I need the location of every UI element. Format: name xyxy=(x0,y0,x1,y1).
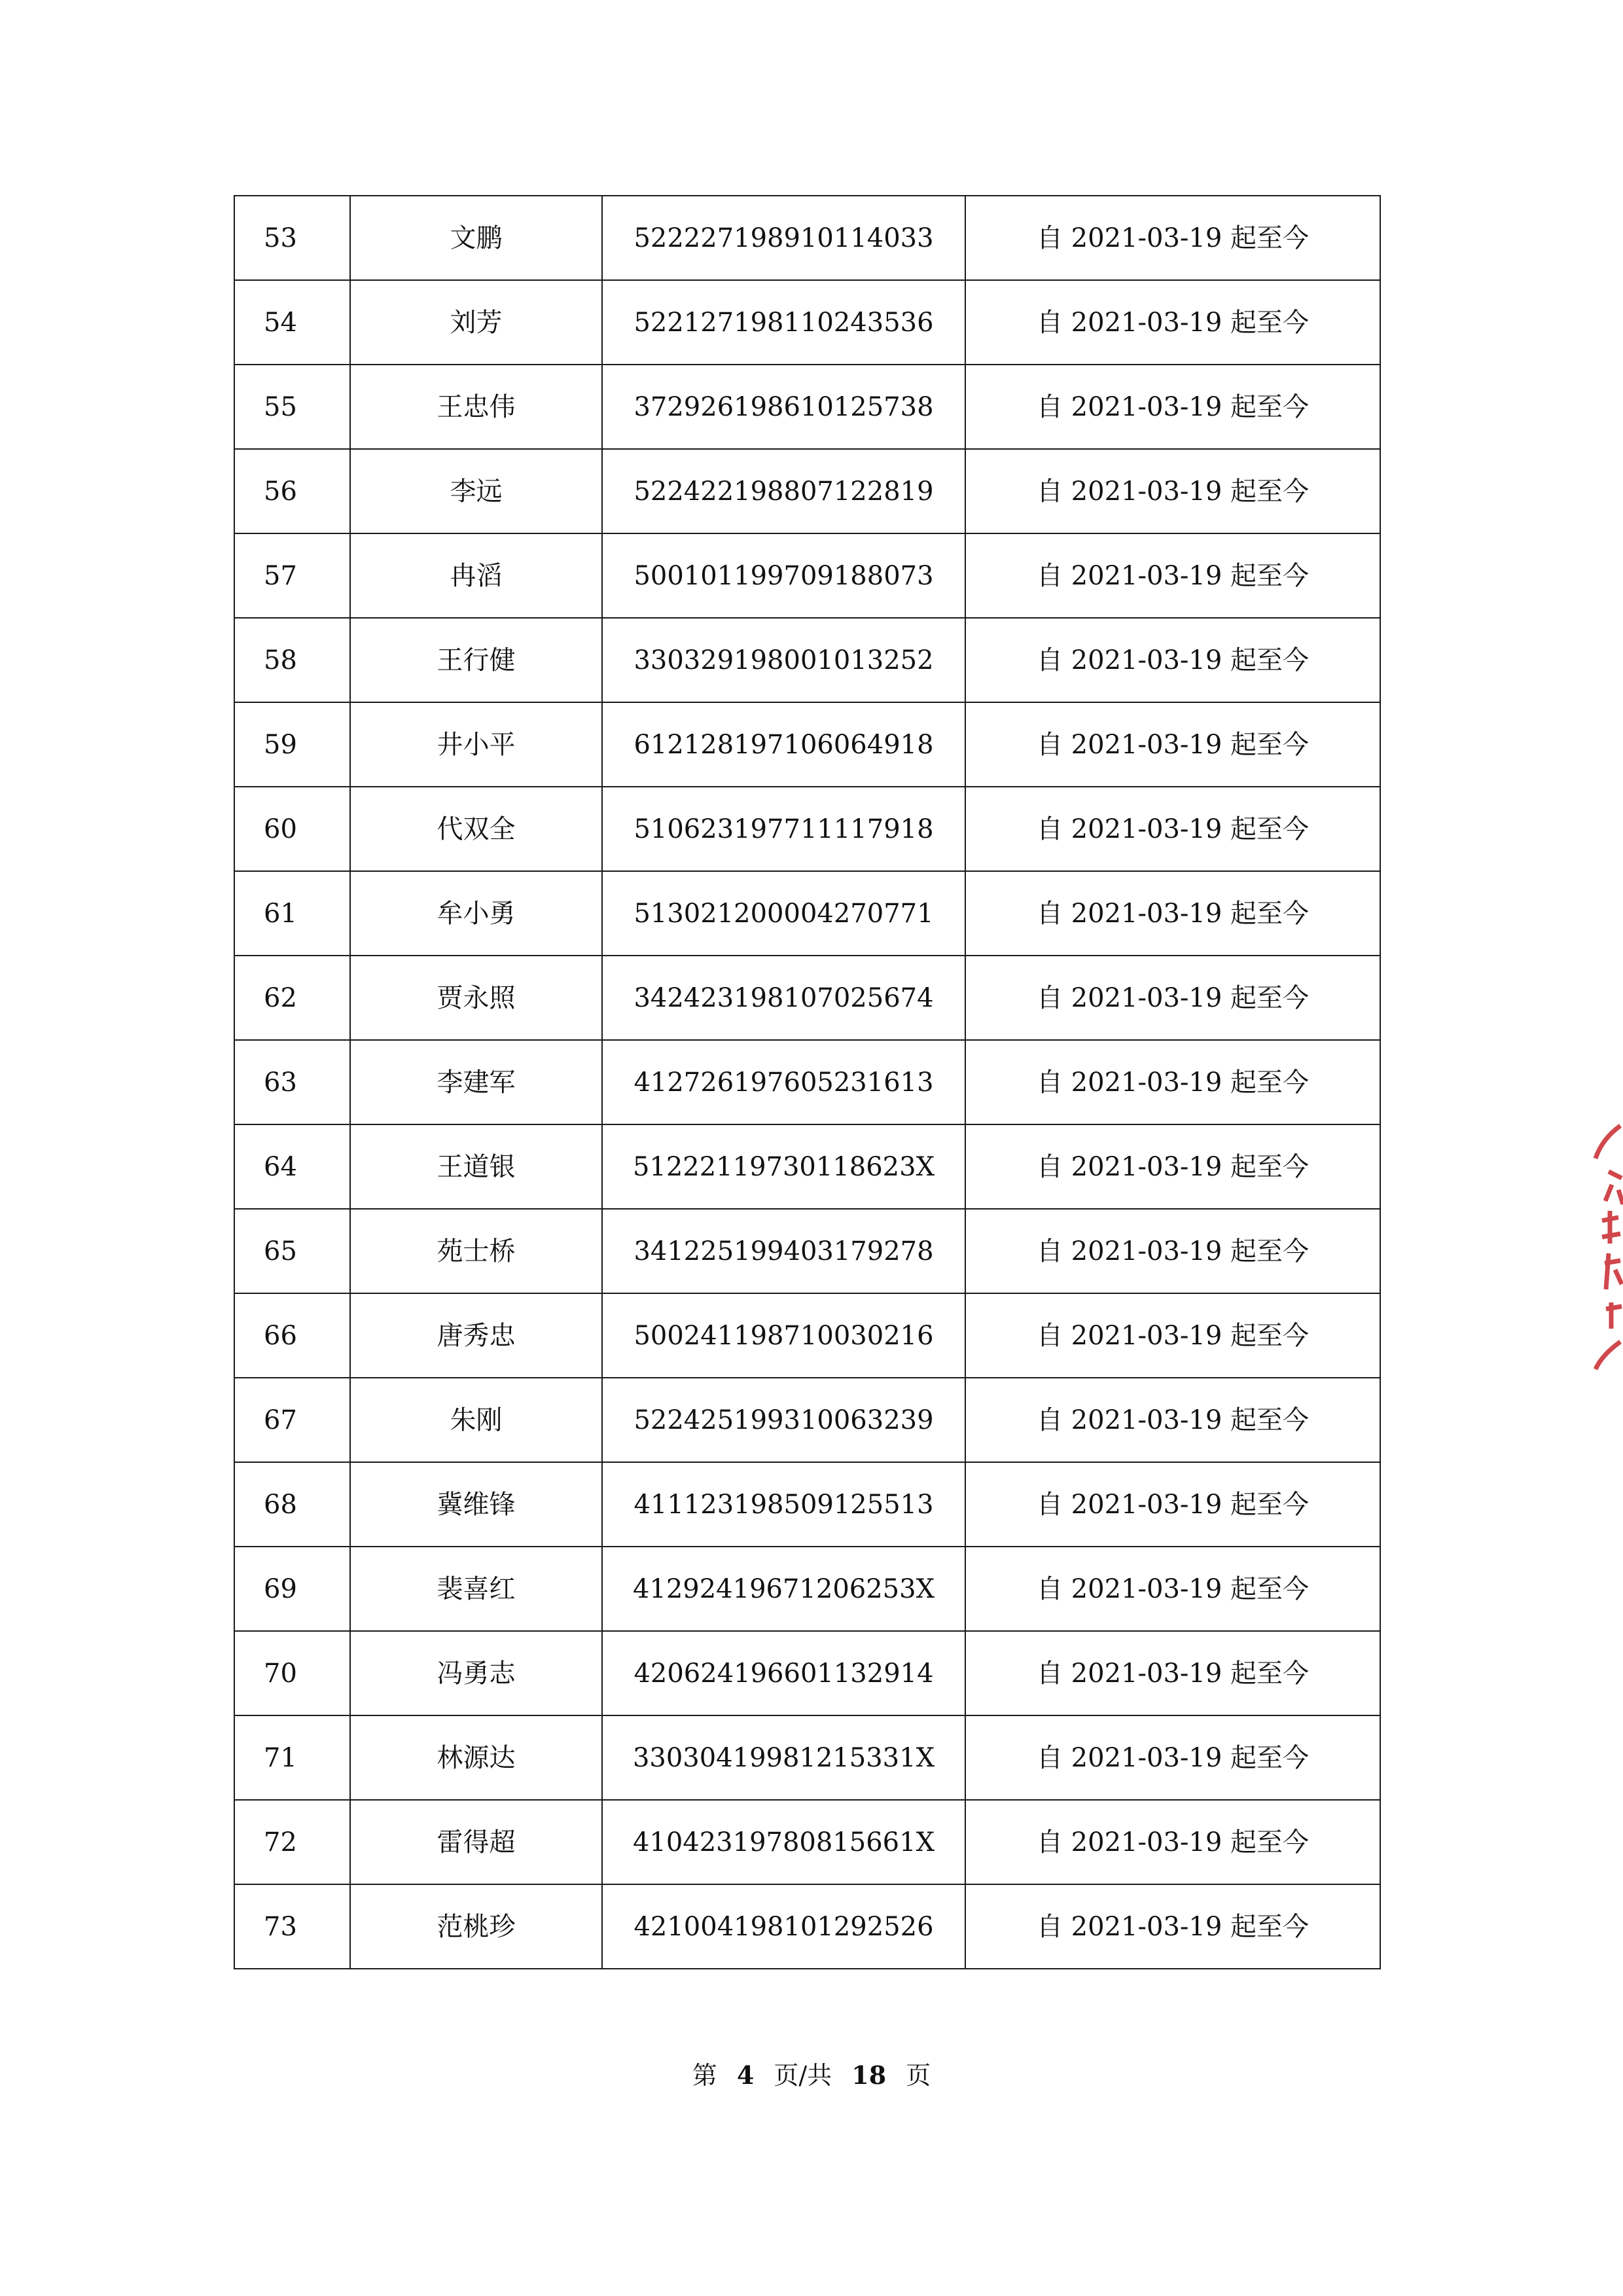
table-row xyxy=(234,365,1380,449)
seq-cell: 62 xyxy=(234,956,350,1040)
name-cell: 贾永照 xyxy=(350,956,602,1040)
period-cell: 自 2021-03-19 起至今 xyxy=(965,1378,1380,1462)
name-cell: 雷得超 xyxy=(350,1800,602,1884)
id-number-cell: 41042319780815661X xyxy=(602,1800,965,1884)
table-row xyxy=(234,196,1380,280)
table-row xyxy=(234,1631,1380,1715)
name-cell: 林源达 xyxy=(350,1715,602,1800)
id-number-cell: 41292419671206253X xyxy=(602,1547,965,1631)
id-number-cell: 500101199709188073 xyxy=(602,533,965,618)
footer-prefix: 第 xyxy=(692,2061,717,2090)
period-cell: 自 2021-03-19 起至今 xyxy=(965,1040,1380,1124)
table-row xyxy=(234,280,1380,365)
table-row xyxy=(234,1040,1380,1124)
name-cell: 王忠伟 xyxy=(350,365,602,449)
period-cell: 自 2021-03-19 起至今 xyxy=(965,1462,1380,1547)
name-cell: 李建军 xyxy=(350,1040,602,1124)
footer-middle: 页/共 xyxy=(774,2061,832,2090)
seq-cell: 73 xyxy=(234,1884,350,1969)
id-number-cell: 522422198807122819 xyxy=(602,449,965,533)
personnel-table xyxy=(234,195,1381,1969)
table-row xyxy=(234,533,1380,618)
table-row xyxy=(234,449,1380,533)
name-cell: 刘芳 xyxy=(350,280,602,365)
seq-cell: 66 xyxy=(234,1293,350,1378)
name-cell: 苑士桥 xyxy=(350,1209,602,1293)
id-number-cell: 341225199403179278 xyxy=(602,1209,965,1293)
id-number-cell: 33030419981215331X xyxy=(602,1715,965,1800)
seq-cell: 53 xyxy=(234,196,350,280)
name-cell: 范桃珍 xyxy=(350,1884,602,1969)
id-number-cell: 372926198610125738 xyxy=(602,365,965,449)
name-cell: 牟小勇 xyxy=(350,871,602,956)
table-row xyxy=(234,702,1380,787)
seq-cell: 59 xyxy=(234,702,350,787)
seq-cell: 68 xyxy=(234,1462,350,1547)
seq-cell: 60 xyxy=(234,787,350,871)
name-cell: 王道银 xyxy=(350,1124,602,1209)
name-cell: 裴喜红 xyxy=(350,1547,602,1631)
personnel-table-body xyxy=(234,196,1380,1969)
seq-cell: 72 xyxy=(234,1800,350,1884)
period-cell: 自 2021-03-19 起至今 xyxy=(965,533,1380,618)
name-cell: 冯勇志 xyxy=(350,1631,602,1715)
period-cell: 自 2021-03-19 起至今 xyxy=(965,365,1380,449)
period-cell: 自 2021-03-19 起至今 xyxy=(965,1800,1380,1884)
period-cell: 自 2021-03-19 起至今 xyxy=(965,787,1380,871)
name-cell: 王行健 xyxy=(350,618,602,702)
period-cell: 自 2021-03-19 起至今 xyxy=(965,956,1380,1040)
id-number-cell: 420624196601132914 xyxy=(602,1631,965,1715)
id-number-cell: 522227198910114033 xyxy=(602,196,965,280)
table-row xyxy=(234,1547,1380,1631)
footer-suffix: 页 xyxy=(906,2061,931,2090)
name-cell: 朱刚 xyxy=(350,1378,602,1462)
id-number-cell: 330329198001013252 xyxy=(602,618,965,702)
period-cell: 自 2021-03-19 起至今 xyxy=(965,449,1380,533)
id-number-cell: 510623197711117918 xyxy=(602,787,965,871)
seq-cell: 64 xyxy=(234,1124,350,1209)
id-number-cell: 500241198710030216 xyxy=(602,1293,965,1378)
seq-cell: 54 xyxy=(234,280,350,365)
period-cell: 自 2021-03-19 起至今 xyxy=(965,1631,1380,1715)
period-cell: 自 2021-03-19 起至今 xyxy=(965,196,1380,280)
seq-cell: 55 xyxy=(234,365,350,449)
id-number-cell: 522425199310063239 xyxy=(602,1378,965,1462)
table-row xyxy=(234,1884,1380,1969)
table-row xyxy=(234,1124,1380,1209)
period-cell: 自 2021-03-19 起至今 xyxy=(965,618,1380,702)
name-cell: 井小平 xyxy=(350,702,602,787)
seq-cell: 65 xyxy=(234,1209,350,1293)
period-cell: 自 2021-03-19 起至今 xyxy=(965,1293,1380,1378)
seq-cell: 61 xyxy=(234,871,350,956)
id-number-cell: 612128197106064918 xyxy=(602,702,965,787)
seq-cell: 67 xyxy=(234,1378,350,1462)
table-row xyxy=(234,1462,1380,1547)
period-cell: 自 2021-03-19 起至今 xyxy=(965,871,1380,956)
page-footer xyxy=(0,2055,1623,2091)
id-number-cell: 421004198101292526 xyxy=(602,1884,965,1969)
current-page-number: 4 xyxy=(736,2060,755,2090)
table-row xyxy=(234,1715,1380,1800)
id-number-cell: 412726197605231613 xyxy=(602,1040,965,1124)
name-cell: 唐秀忠 xyxy=(350,1293,602,1378)
table-row xyxy=(234,871,1380,956)
seq-cell: 56 xyxy=(234,449,350,533)
id-number-cell: 411123198509125513 xyxy=(602,1462,965,1547)
id-number-cell: 522127198110243536 xyxy=(602,280,965,365)
table-row xyxy=(234,956,1380,1040)
period-cell: 自 2021-03-19 起至今 xyxy=(965,702,1380,787)
seq-cell: 57 xyxy=(234,533,350,618)
total-page-count: 18 xyxy=(851,2060,887,2090)
seal-stamp-icon xyxy=(1582,1113,1623,1374)
table-row xyxy=(234,1378,1380,1462)
name-cell: 文鹏 xyxy=(350,196,602,280)
period-cell: 自 2021-03-19 起至今 xyxy=(965,1547,1380,1631)
name-cell: 李远 xyxy=(350,449,602,533)
name-cell: 冀维锋 xyxy=(350,1462,602,1547)
period-cell: 自 2021-03-19 起至今 xyxy=(965,1715,1380,1800)
name-cell: 冉滔 xyxy=(350,533,602,618)
id-number-cell: 51222119730118623X xyxy=(602,1124,965,1209)
table-row xyxy=(234,618,1380,702)
id-number-cell: 513021200004270771 xyxy=(602,871,965,956)
seq-cell: 58 xyxy=(234,618,350,702)
seq-cell: 71 xyxy=(234,1715,350,1800)
period-cell: 自 2021-03-19 起至今 xyxy=(965,280,1380,365)
period-cell: 自 2021-03-19 起至今 xyxy=(965,1209,1380,1293)
table-row xyxy=(234,1293,1380,1378)
table-row xyxy=(234,787,1380,871)
table-row xyxy=(234,1209,1380,1293)
id-number-cell: 342423198107025674 xyxy=(602,956,965,1040)
name-cell: 代双全 xyxy=(350,787,602,871)
seq-cell: 70 xyxy=(234,1631,350,1715)
period-cell: 自 2021-03-19 起至今 xyxy=(965,1884,1380,1969)
period-cell: 自 2021-03-19 起至今 xyxy=(965,1124,1380,1209)
seq-cell: 69 xyxy=(234,1547,350,1631)
table-row xyxy=(234,1800,1380,1884)
seq-cell: 63 xyxy=(234,1040,350,1124)
